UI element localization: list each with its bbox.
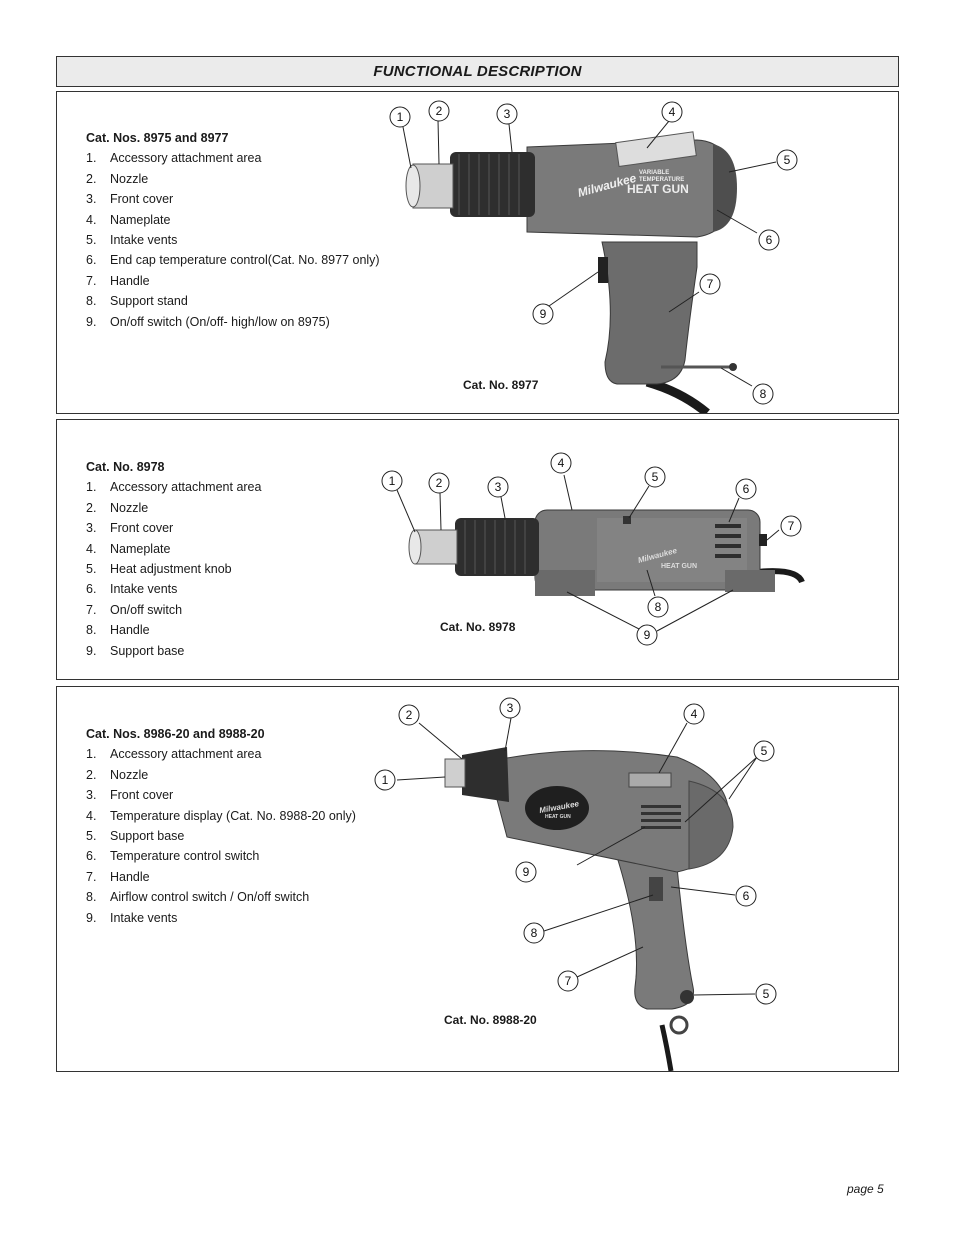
callout-9: 9	[539, 307, 547, 321]
callout-8: 8	[530, 926, 538, 940]
callout-8: 8	[759, 387, 767, 401]
nameplate-line1: VARIABLE	[639, 170, 670, 176]
catalog-heading: Cat. No. 8978	[86, 460, 165, 474]
list-item: 6. End cap temperature control(Cat. No. 8977 only)	[86, 253, 380, 268]
callout-9: 9	[522, 865, 530, 879]
list-item: 8. Handle	[86, 623, 150, 638]
callout-5: 5	[783, 153, 791, 167]
list-item: 9. Support base	[86, 643, 185, 658]
list-item: 5. Support base	[86, 829, 185, 844]
figure-caption: Cat. No. 8977	[463, 378, 539, 392]
parts-list	[86, 457, 261, 661]
list-item: 4. Temperature display (Cat. No. 8988-20 only)	[86, 808, 356, 823]
callout-5: 5	[760, 744, 768, 758]
figure-caption: Cat. No. 8988-20	[444, 1013, 537, 1027]
callout-2: 2	[435, 476, 443, 490]
callout-6: 6	[765, 233, 773, 247]
list-item: 8. Airflow control switch / On/off switch	[86, 890, 310, 905]
parts-list	[86, 724, 356, 928]
callout-7: 7	[706, 277, 714, 291]
nameplate-line2: TEMPERATURE	[639, 177, 685, 183]
panel-8975-8977	[56, 91, 899, 414]
list-item: 4. Nameplate	[86, 541, 171, 556]
callout-3: 3	[503, 107, 511, 121]
callout-5-base: 5	[762, 987, 770, 1001]
callout-6: 6	[742, 889, 750, 903]
list-item: 3. Front cover	[86, 192, 174, 207]
callout-3: 3	[494, 480, 502, 494]
list-item: 5. Heat adjustment knob	[86, 562, 232, 577]
list-item: 5. Intake vents	[86, 233, 178, 248]
list-item: 2. Nozzle	[86, 767, 149, 782]
page-number: page 5	[847, 1182, 884, 1196]
brand-logo: Milwaukee	[538, 799, 580, 816]
callout-1: 1	[396, 110, 404, 124]
section-title: FUNCTIONAL DESCRIPTION	[373, 63, 582, 80]
nameplate-line1: HEAT GUN	[545, 814, 571, 820]
panel-8986-8988	[56, 686, 899, 1072]
panel-8978	[56, 419, 899, 680]
list-item: 7. On/off switch	[86, 602, 183, 617]
list-item: 7. Handle	[86, 869, 150, 884]
list-item: 2. Nozzle	[86, 500, 149, 515]
callout-1: 1	[381, 773, 389, 787]
callout-5: 5	[651, 470, 659, 484]
callout-9: 9	[643, 628, 651, 642]
brand-logo: Milwaukee	[576, 170, 638, 200]
list-item: 4. Nameplate	[86, 212, 171, 227]
callout-4: 4	[690, 707, 698, 721]
list-item: 1. Accessory attachment area	[86, 151, 262, 166]
callout-4: 4	[557, 456, 565, 470]
callout-2: 2	[435, 104, 443, 118]
callout-8: 8	[654, 600, 662, 614]
callout-7: 7	[564, 974, 572, 988]
list-item: 3. Front cover	[86, 521, 174, 536]
figure-caption: Cat. No. 8978	[440, 620, 516, 634]
list-item: 9. On/off switch (On/off- high/low on 8975)	[86, 314, 330, 329]
list-item: 7. Handle	[86, 273, 150, 288]
brand-logo: Milwaukee	[636, 545, 678, 565]
callout-3: 3	[506, 701, 514, 715]
nameplate-line1: HEAT GUN	[661, 563, 698, 570]
parts-list	[86, 128, 380, 332]
callout-4: 4	[668, 105, 676, 119]
section-header	[56, 56, 899, 87]
list-item: 2. Nozzle	[86, 171, 149, 186]
callout-2: 2	[405, 708, 413, 722]
list-item: 9. Intake vents	[86, 910, 178, 925]
callout-7: 7	[787, 519, 795, 533]
list-item: 3. Front cover	[86, 788, 174, 803]
list-item: 6. Intake vents	[86, 582, 178, 597]
catalog-heading: Cat. Nos. 8986-20 and 8988-20	[86, 727, 265, 741]
list-item: 6. Temperature control switch	[86, 849, 260, 864]
catalog-heading: Cat. Nos. 8975 and 8977	[86, 131, 229, 145]
nameplate-line3: HEAT GUN	[627, 182, 689, 196]
callout-1: 1	[388, 474, 396, 488]
list-item: 1. Accessory attachment area	[86, 480, 262, 495]
callout-6: 6	[742, 482, 750, 496]
list-item: 8. Support stand	[86, 294, 188, 309]
list-item: 1. Accessory attachment area	[86, 747, 262, 762]
